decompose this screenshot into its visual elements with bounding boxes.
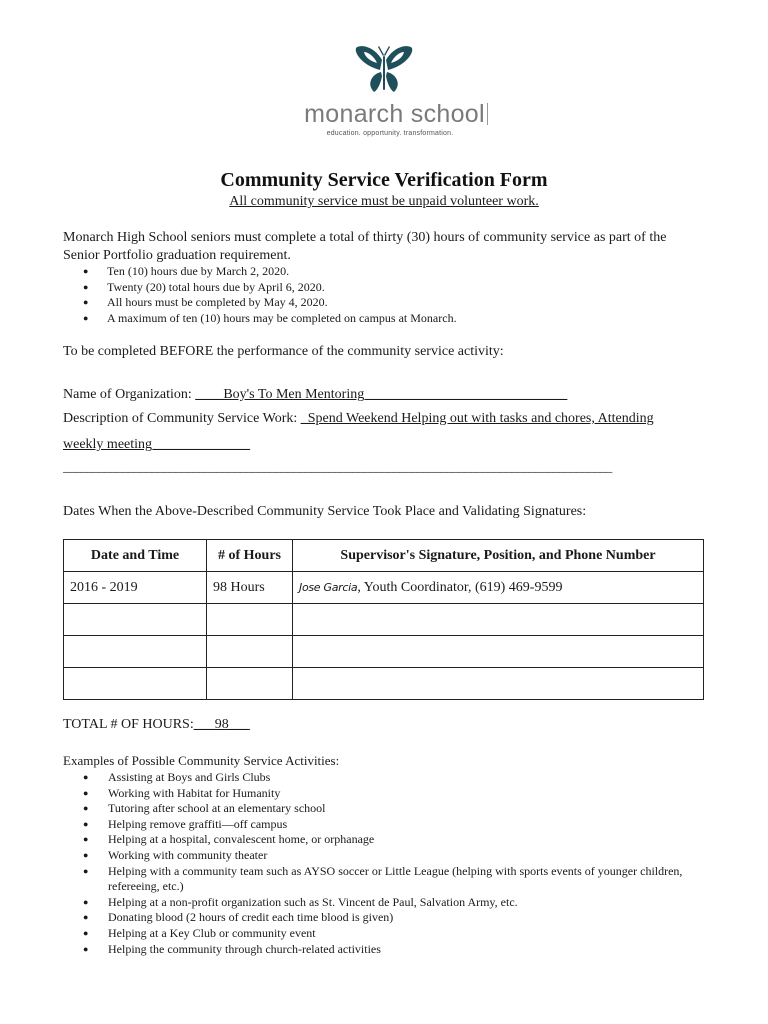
list-item: ● Ten (10) hours due by March 2, 2020. — [80, 264, 457, 280]
list-item: ● Working with Habitat for Humanity — [80, 786, 700, 802]
table-header-row — [64, 540, 704, 572]
table-row — [64, 668, 704, 700]
description-blank-line[interactable]: _____________________________________________________________________________________________ — [63, 459, 612, 474]
org-label: Name of Organization: — [63, 387, 196, 402]
total-value[interactable]: ___98___ — [193, 717, 250, 732]
dates-note: Dates When the Above-Described Community Service Took Place and Validating Signatures: — [63, 504, 587, 519]
header-hours: # of Hours — [207, 540, 293, 572]
cell-hours[interactable] — [207, 604, 293, 636]
table-row — [64, 636, 704, 668]
cell-hours[interactable] — [207, 636, 293, 668]
list-item: ● Helping remove graffiti—off campus — [80, 817, 700, 833]
list-item: ● Helping with a community team such as AYSO soccer or Little League (helping with sports events of younger children, refereeing, etc.) — [80, 864, 700, 895]
cell-date[interactable] — [64, 604, 207, 636]
list-item: ● Helping at a hospital, convalescent home, or orphanage — [80, 832, 700, 848]
cell-date[interactable] — [64, 636, 207, 668]
list-item: ● Helping at a non-profit organization such as St. Vincent de Paul, Salvation Army, etc. — [80, 895, 700, 911]
school-tagline: education. opportunity. transformation. — [326, 130, 454, 137]
supervisor-details: , Youth Coordinator, (619) 469-9599 — [357, 579, 563, 595]
org-value[interactable]: ____Boy's To Men Mentoring_____________________________ — [195, 387, 568, 402]
service-log-table — [63, 539, 704, 700]
list-item: ● All hours must be completed by May 4, 2020. — [80, 295, 457, 311]
header-supervisor: Supervisor's Signature, Position, and Phone Number — [293, 540, 704, 572]
cell-hours[interactable] — [207, 668, 293, 700]
intro-paragraph: Monarch High School seniors must complete a total of thirty (30) hours of community service as part of the Senior Portfolio graduation requirement. — [63, 230, 667, 263]
organization-line — [63, 387, 567, 403]
desc-value[interactable]: _Spend Weekend Helping out with tasks and chores, Attending — [300, 411, 654, 426]
cell-supervisor[interactable] — [293, 668, 704, 700]
examples-label: Examples of Possible Community Service Activities: — [63, 753, 340, 768]
cell-supervisor[interactable] — [293, 572, 704, 604]
school-logo — [0, 44, 768, 137]
table-row — [64, 604, 704, 636]
table-row — [64, 572, 704, 604]
requirements-list — [80, 264, 457, 326]
list-item: ● Working with community theater — [80, 848, 700, 864]
desc-label: Description of Community Service Work: — [63, 411, 301, 426]
cell-date[interactable]: 2016 - 2019 — [64, 572, 207, 604]
butterfly-icon — [354, 44, 414, 96]
cell-date[interactable] — [64, 668, 207, 700]
list-item: ● A maximum of ten (10) hours may be completed on campus at Monarch. — [80, 311, 457, 327]
list-item: ● Helping the community through church-related activities — [80, 942, 700, 958]
school-name: monarch school — [304, 100, 485, 128]
cell-supervisor[interactable] — [293, 636, 704, 668]
header-date-time: Date and Time — [64, 540, 207, 572]
cell-supervisor[interactable] — [293, 604, 704, 636]
list-item: ● Assisting at Boys and Girls Clubs — [80, 770, 700, 786]
list-item: ● Helping at a Key Club or community event — [80, 926, 700, 942]
form-title: Community Service Verification Form — [220, 169, 548, 191]
list-item: ● Tutoring after school at an elementary school — [80, 801, 700, 817]
form-subtitle: All community service must be unpaid volunteer work. — [229, 194, 539, 209]
list-item: ● Donating blood (2 hours of credit each time blood is given) — [80, 910, 700, 926]
description-line — [63, 411, 654, 427]
list-item: ● Twenty (20) total hours due by April 6, 2020. — [80, 280, 457, 296]
desc-value-cont[interactable]: weekly meeting______________ — [63, 437, 251, 452]
total-hours-line — [63, 717, 250, 733]
total-label: TOTAL # OF HOURS: — [63, 717, 194, 732]
before-note: To be completed BEFORE the performance of the community service activity: — [63, 344, 504, 359]
cell-hours[interactable]: 98 Hours — [207, 572, 293, 604]
supervisor-signature: Jose Garcia — [299, 580, 358, 594]
examples-list — [80, 770, 700, 957]
description-line-2 — [63, 437, 250, 453]
